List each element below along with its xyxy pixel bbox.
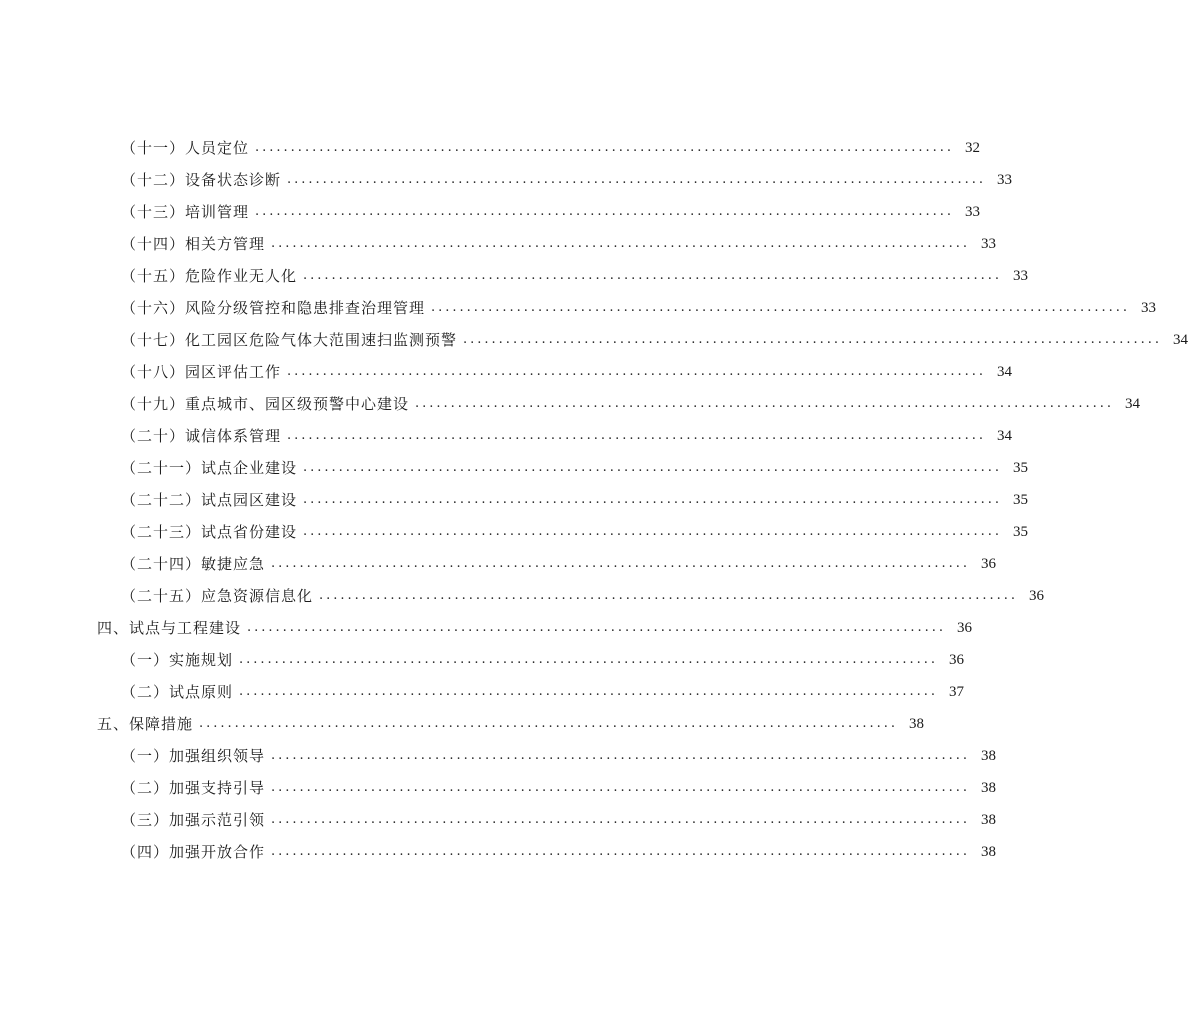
toc-entry[interactable] (121, 230, 996, 258)
toc-page-number: 36 (948, 652, 964, 668)
toc-entry-label: （一）实施规划 (121, 651, 234, 669)
toc-entry[interactable] (121, 166, 1012, 194)
toc-section-entry[interactable] (97, 710, 924, 738)
toc-page-number: 33 (1012, 268, 1028, 284)
toc-entry-label: （十六）风险分级管控和隐患排查治理管理 (121, 299, 426, 317)
toc-entry[interactable] (121, 486, 1028, 514)
toc-leader-dots: .................................................................................................. (255, 204, 954, 219)
toc-entry[interactable] (121, 358, 1012, 386)
toc-page-number: 33 (980, 236, 996, 252)
toc-entry[interactable] (121, 454, 1028, 482)
toc-entry-label: （二十三）试点省份建设 (121, 523, 298, 541)
toc-leader-dots: .................................................................................................. (463, 332, 1162, 347)
toc-entry[interactable] (121, 518, 1028, 546)
toc-entry[interactable] (121, 582, 1044, 610)
toc-leader-dots: .................................................................................................. (271, 748, 970, 763)
toc-page-number: 38 (980, 780, 996, 796)
toc-leader-dots: .................................................................................................. (239, 652, 938, 667)
toc-page-number: 35 (1012, 492, 1028, 508)
toc-entry-label: （二十四）敏捷应急 (121, 555, 266, 573)
toc-entry[interactable] (121, 646, 964, 674)
toc-entry[interactable] (121, 262, 1028, 290)
toc-page-number: 36 (956, 620, 972, 636)
toc-entry[interactable] (121, 550, 996, 578)
toc-entry[interactable] (121, 742, 996, 770)
toc-entry[interactable] (121, 838, 996, 866)
toc-entry-label: （十三）培训管理 (121, 203, 250, 221)
toc-leader-dots: .................................................................................................. (271, 780, 970, 795)
toc-entry-label: （十一）人员定位 (121, 139, 250, 157)
toc-leader-dots: .................................................................................................. (303, 524, 1002, 539)
toc-leader-dots: .................................................................................................. (415, 396, 1114, 411)
toc-page-number: 34 (1172, 332, 1188, 348)
toc-entry[interactable] (121, 294, 1156, 322)
toc-leader-dots: .................................................................................................. (287, 172, 986, 187)
toc-leader-dots: .................................................................................................. (239, 684, 938, 699)
toc-entry-label: （二）加强支持引导 (121, 779, 266, 797)
toc-entry-label: （二十二）试点园区建设 (121, 491, 298, 509)
toc-page-number: 33 (996, 172, 1012, 188)
toc-page-number: 35 (1012, 460, 1028, 476)
toc-entry-label: 五、保障措施 (97, 715, 194, 733)
toc-leader-dots: .................................................................................................. (255, 140, 954, 155)
toc-entry-label: （十四）相关方管理 (121, 235, 266, 253)
toc-page-number: 32 (964, 140, 980, 156)
toc-entry-label: （十九）重点城市、园区级预警中心建设 (121, 395, 410, 413)
toc-page-number: 35 (1012, 524, 1028, 540)
toc-entry-label: （三）加强示范引领 (121, 811, 266, 829)
toc-entry-label: （十八）园区评估工作 (121, 363, 282, 381)
toc-entry[interactable] (121, 678, 964, 706)
toc-page-number: 36 (980, 556, 996, 572)
toc-entry[interactable] (121, 422, 1012, 450)
toc-leader-dots: .................................................................................................. (431, 300, 1130, 315)
toc-entry[interactable] (121, 326, 1188, 354)
toc-entry-label: （四）加强开放合作 (121, 843, 266, 861)
toc-page-number: 33 (964, 204, 980, 220)
toc-entry[interactable] (121, 806, 996, 834)
toc-page-number: 38 (980, 844, 996, 860)
toc-page-number: 38 (980, 748, 996, 764)
toc-entry-label: （二）试点原则 (121, 683, 234, 701)
toc-section-entry[interactable] (97, 614, 972, 642)
toc-page-number: 38 (980, 812, 996, 828)
toc-leader-dots: .................................................................................................. (271, 236, 970, 251)
toc-entry[interactable] (121, 198, 980, 226)
toc-entry-label: （十五）危险作业无人化 (121, 267, 298, 285)
toc-page-number: 36 (1028, 588, 1044, 604)
toc-entry-label: （十二）设备状态诊断 (121, 171, 282, 189)
toc-leader-dots: .................................................................................................. (287, 364, 986, 379)
toc-page-number: 37 (948, 684, 964, 700)
toc-entry-label: （二十五）应急资源信息化 (121, 587, 314, 605)
toc-leader-dots: .................................................................................................. (271, 844, 970, 859)
toc-leader-dots: .................................................................................................. (247, 620, 946, 635)
toc-entry-label: （一）加强组织领导 (121, 747, 266, 765)
toc-page-number: 34 (996, 364, 1012, 380)
toc-entry-label: 四、试点与工程建设 (97, 619, 242, 637)
toc-entry[interactable] (121, 134, 980, 162)
toc-entry-label: （二十）诚信体系管理 (121, 427, 282, 445)
toc-page-number: 34 (996, 428, 1012, 444)
toc-leader-dots: .................................................................................................. (303, 492, 1002, 507)
toc-page-number: 38 (908, 716, 924, 732)
toc-leader-dots: .................................................................................................. (303, 460, 1002, 475)
toc-leader-dots: .................................................................................................. (271, 812, 970, 827)
toc-leader-dots: .................................................................................................. (287, 428, 986, 443)
toc-page-number: 33 (1140, 300, 1156, 316)
toc-leader-dots: .................................................................................................. (319, 588, 1018, 603)
toc-entry[interactable] (121, 390, 1140, 418)
toc-leader-dots: .................................................................................................. (303, 268, 1002, 283)
toc-page-number: 34 (1124, 396, 1140, 412)
toc-leader-dots: .................................................................................................. (271, 556, 970, 571)
toc-entry-label: （二十一）试点企业建设 (121, 459, 298, 477)
toc-entry[interactable] (121, 774, 996, 802)
toc-entry-label: （十七）化工园区危险气体大范围速扫监测预警 (121, 331, 458, 349)
toc-leader-dots: .................................................................................................. (199, 716, 898, 731)
